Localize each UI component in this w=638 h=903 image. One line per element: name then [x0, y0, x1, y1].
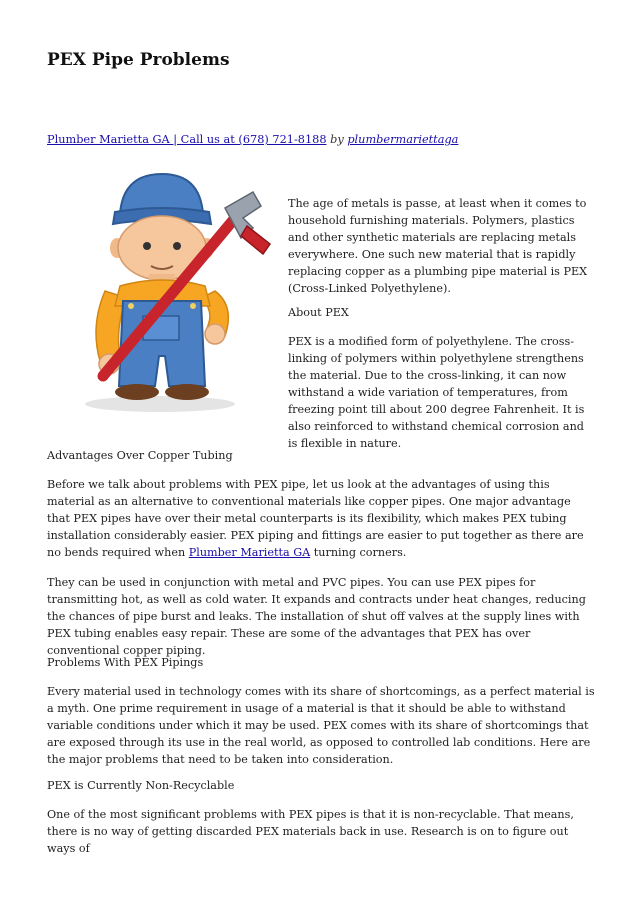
recycle-text: One of the most significant problems with PEX pipes is that it is non-recyclable. That means, there is no way of getting discarded PEX materials back in use. Research is on to figure out ways of: [47, 808, 574, 855]
advantages-text-1-end: turning corners.: [310, 546, 407, 559]
problems-heading-block: [47, 654, 595, 671]
intro-text: The age of metals is passe, at least when it comes to household furnishing materials. Polymers, plastics and other synthetic materials are replacing metals everywhere. One such new material that is rapidly replacing copper as a plumbing pipe material is PEX (Cross-Linked Polyethylene).: [288, 197, 588, 295]
about-heading: About PEX: [288, 306, 349, 319]
problems-text: Every material used in technology comes with its share of shortcomings, as a perfect material is a myth. One prime requirement in usage of a material is that it should be able to withstand variable conditions under which it may be used. PEX comes with its share of shortcomings that are exposed through its use in the real world, as opposed to controlled lab conditions. Here are the major problems that need to be taken into consideration.: [47, 685, 595, 766]
advantages-text-2: They can be used in conjunction with metal and PVC pipes. You can use PEX pipes for transmitting hot, as well as cold water. It expands and contracts under heat changes, reducing the chances of pipe burst and leaks. The installation of shut off valves at the supply lines with PEX tubing enables easy repair. These are some of the advantages that PEX has over conventional copper piping.: [47, 576, 586, 657]
plumber-with-wrench-icon: [65, 166, 285, 416]
page-title: PEX Pipe Problems: [47, 50, 230, 70]
recycle-heading-block: [47, 777, 595, 794]
recycle-heading: PEX is Currently Non-Recyclable: [47, 779, 235, 792]
recycle-paragraph: [47, 806, 595, 857]
plumber-marietta-link[interactable]: Plumber Marietta GA: [188, 546, 311, 559]
source-link[interactable]: Plumber Marietta GA | Call us at (678) 721-8188: [47, 133, 327, 146]
advantages-text-1: [47, 476, 595, 561]
byline: [47, 133, 458, 146]
about-heading-block: [288, 304, 593, 321]
advantages-heading-block: [47, 447, 595, 464]
byline-by: by: [330, 133, 344, 146]
intro-paragraph: [288, 195, 593, 297]
advantages-paragraph-1: [47, 476, 595, 561]
advantages-text-1-start: Before we talk about problems with PEX pipe, let us look at the advantages of using this material as an alternative to conventional materials like copper pipes. One major advantage that PEX pipes have over their metal counterparts is its flexibility, which makes PEX tubing installation considerably easier. PEX piping and fittings are easier to put together as there are no bends required when: [47, 478, 584, 559]
about-text: PEX is a modified form of polyethylene. The cross-linking of polymers within polyethylene strengthens the material. Due to the cross-linking, it can now withstand a wide variation of temperatures, from freezing point till about 200 degree Fahrenheit. It is also reinforced to withstand chemical corrosion and is flexible in nature.: [288, 335, 585, 450]
problems-paragraph: [47, 683, 595, 768]
advantages-paragraph-2: [47, 574, 595, 659]
problems-heading: Problems With PEX Pipings: [47, 656, 204, 669]
author-link[interactable]: plumbermariettaga: [347, 133, 459, 146]
advantages-heading: Advantages Over Copper Tubing: [47, 449, 233, 462]
about-paragraph: [288, 333, 593, 452]
